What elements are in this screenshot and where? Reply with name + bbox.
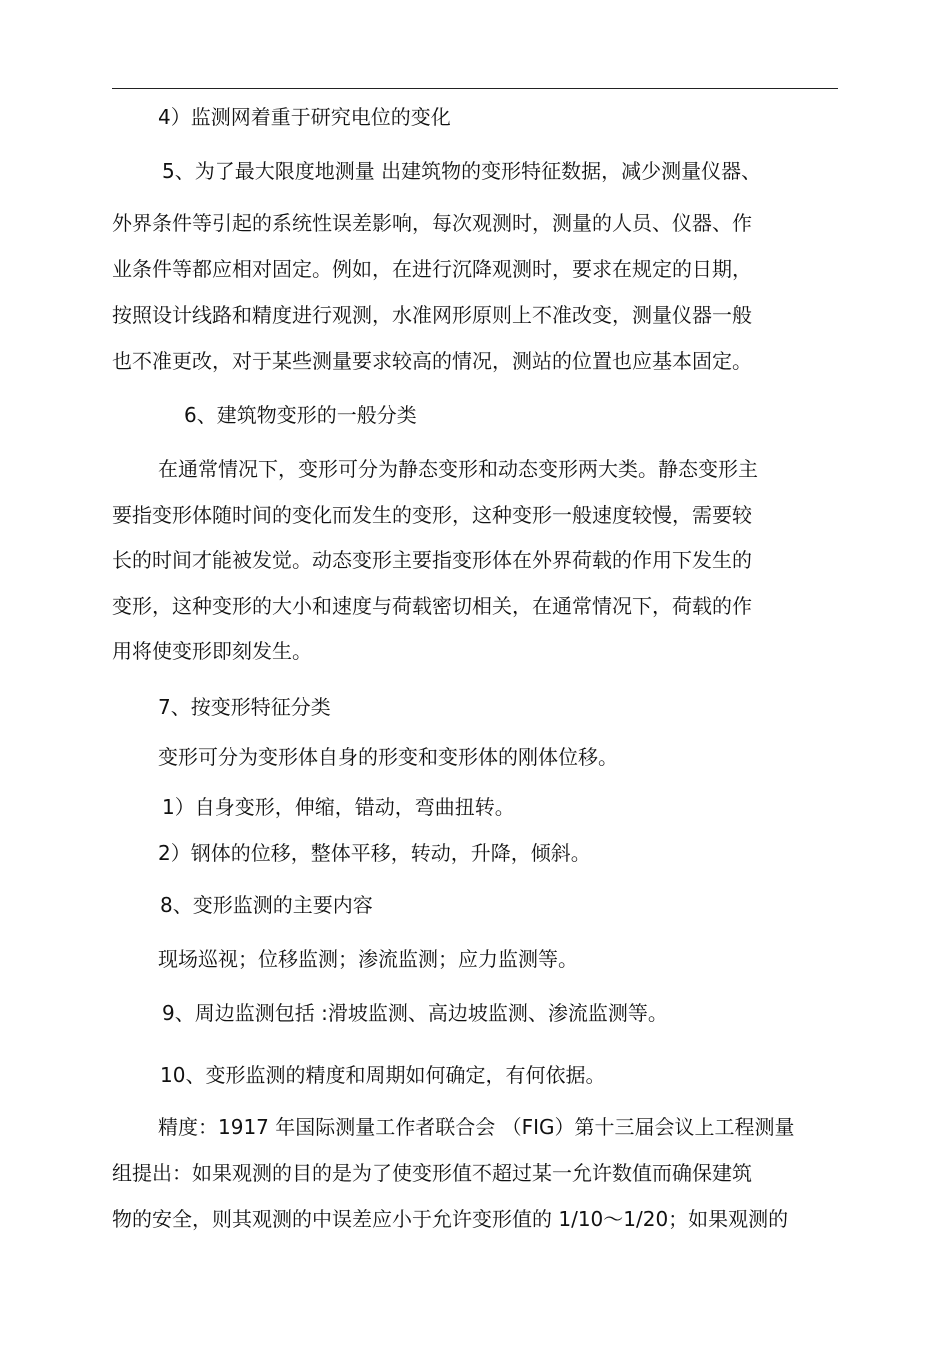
text-line-5: 按照设计线路和精度进行观测，水准网形原则上不准改变，测量仪器一般 <box>112 303 752 327</box>
text-line-14: 变形可分为变形体自身的形变和变形体的刚体位移。 <box>158 745 618 769</box>
text-line-9: 要指变形体随时间的变化而发生的变形，这种变形一般速度较慢，需要较 <box>112 503 752 527</box>
text-line-11: 变形，这种变形的大小和速度与荷载密切相关，在通常情况下，荷载的作 <box>112 594 752 618</box>
text-line-18: 现场巡视；位移监测；渗流监测；应力监测等。 <box>158 947 578 971</box>
section-7-heading: 7、按变形特征分类 <box>158 695 331 719</box>
text-line-4: 业条件等都应相对固定。例如，在进行沉降观测时，要求在规定的日期， <box>112 257 752 281</box>
text-line-6: 也不准更改，对于某些测量要求较高的情况，测站的位置也应基本固定。 <box>112 349 752 373</box>
header-rule <box>112 88 838 89</box>
list-item-2: 2）钢体的位移，整体平移，转动，升降，倾斜。 <box>158 841 591 865</box>
section-8-heading: 8、变形监测的主要内容 <box>160 893 373 917</box>
section-9-heading: 9、周边监测包括 :滑坡监测、高边坡监测、渗流监测等。 <box>162 1001 668 1025</box>
section-5-heading: 5、为了最大限度地测量 出建筑物的变形特征数据，减少测量仪器、 <box>162 159 762 183</box>
text-line-10: 长的时间才能被发觉。动态变形主要指变形体在外界荷载的作用下发生的 <box>112 548 752 572</box>
text-line-8: 在通常情况下，变形可分为静态变形和动态变形两大类。静态变形主 <box>158 457 758 481</box>
section-6-heading: 6、建筑物变形的一般分类 <box>184 403 417 427</box>
text-line-12: 用将使变形即刻发生。 <box>112 639 312 663</box>
list-item-1: 1）自身变形，伸缩，错动，弯曲扭转。 <box>162 795 515 819</box>
text-line-23: 物的安全，则其观测的中误差应小于允许变形值的 1/10～1/20；如果观测的 <box>112 1207 789 1231</box>
text-line-1: 4）监测网着重于研究电位的变化 <box>158 105 451 129</box>
section-10-heading: 10、变形监测的精度和周期如何确定，有何依据。 <box>160 1063 606 1087</box>
text-line-3: 外界条件等引起的系统性误差影响，每次观测时，测量的人员、仪器、作 <box>112 211 752 235</box>
text-line-21: 精度：1917 年国际测量工作者联合会 （FIG）第十三届会议上工程测量 <box>158 1115 795 1139</box>
text-line-22: 组提出：如果观测的目的是为了使变形值不超过某一允许数值而确保建筑 <box>112 1161 752 1185</box>
